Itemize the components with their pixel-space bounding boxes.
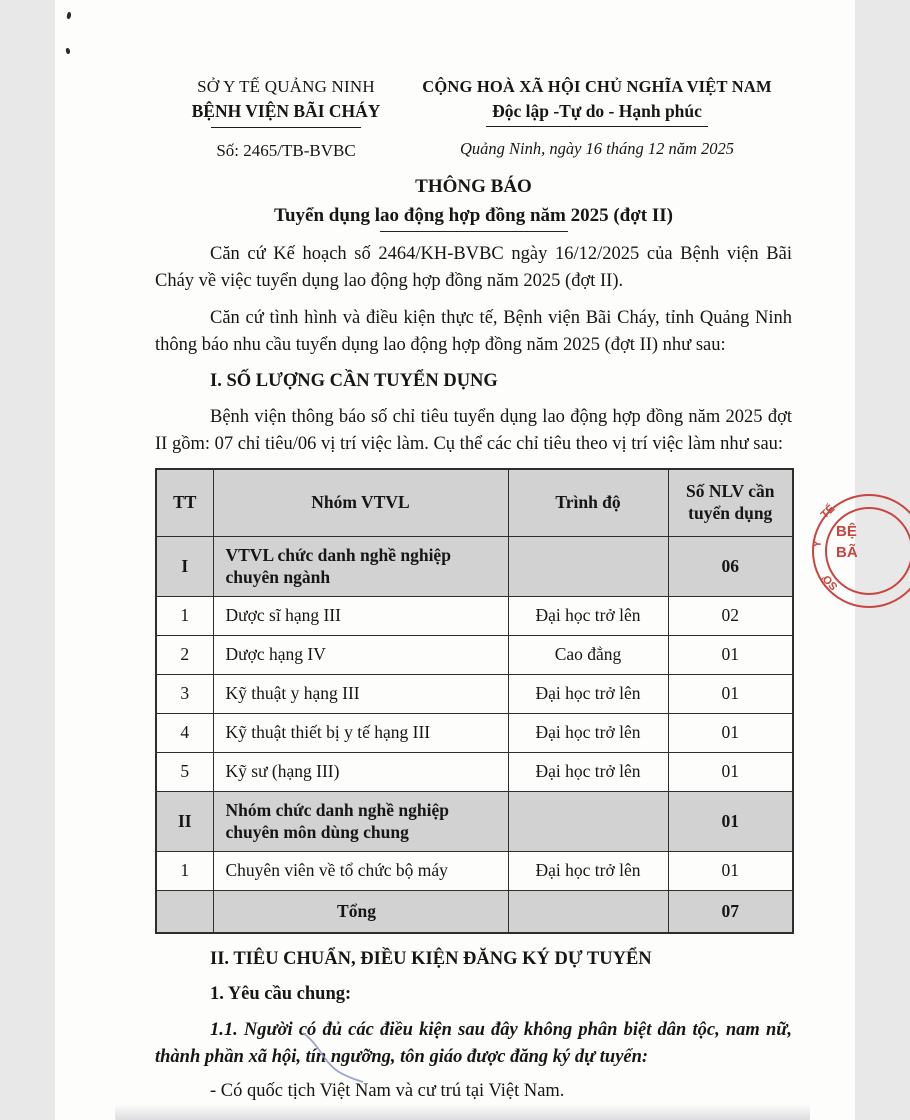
cell-count: 01 <box>668 636 793 675</box>
table-row-total <box>156 891 793 934</box>
cell-count: 01 <box>668 714 793 753</box>
cell-position-name: Kỹ sư (hạng III) <box>213 753 508 792</box>
cell-tt: 5 <box>156 753 213 792</box>
scan-shadow-artifact <box>115 1104 810 1120</box>
cell-tt: 4 <box>156 714 213 753</box>
table-row-group-II <box>156 792 793 852</box>
cell-position-name: Dược hạng IV <box>213 636 508 675</box>
paragraph-quota-summary: Bệnh viện thông báo số chỉ tiêu tuyển dụng lao động hợp đồng năm 2025 đợt II gồm: 07 chỉ tiêu/06 vị trí việc làm. Cụ thể các chỉ tiêu theo vị trí việc làm như sau: <box>155 406 792 455</box>
cell-count: 06 <box>668 537 793 597</box>
cell-level: Đại học trở lên <box>508 675 668 714</box>
table-header-row <box>156 469 793 537</box>
official-red-stamp <box>812 494 910 610</box>
column-header-level: Trình độ <box>508 469 668 537</box>
cell-count: 01 <box>668 753 793 792</box>
cell-position-name: Kỹ thuật y hạng III <box>213 675 508 714</box>
subsection-1-heading: 1. Yêu cầu chung: <box>210 984 352 1005</box>
cell-level: Cao đẳng <box>508 636 668 675</box>
subtitle-underline <box>380 231 568 232</box>
section-1-heading: I. SỐ LƯỢNG CẦN TUYỂN DỤNG <box>210 371 498 392</box>
document-number: Số: 2465/TB-BVBC <box>216 140 356 160</box>
stamp-inner-ring <box>825 507 910 595</box>
section-2-heading: II. TIÊU CHUẨN, ĐIỀU KIỆN ĐĂNG KÝ DỰ TUYỂN <box>210 949 652 970</box>
document-title: THÔNG BÁO <box>415 176 532 197</box>
cell-total-count: 07 <box>668 891 793 934</box>
cell-position-name: Kỹ thuật thiết bị y tế hạng III <box>213 714 508 753</box>
table-row <box>156 597 793 636</box>
cell-level: Đại học trở lên <box>508 597 668 636</box>
stamp-center-text-line1: BỆ <box>836 523 857 540</box>
national-header: CỘNG HOÀ XÃ HỘI CHỦ NGHĨA VIỆT NAM <box>422 77 772 96</box>
cell-tt: II <box>156 792 213 852</box>
column-header-count: Số NLV cần tuyển dụng <box>668 469 793 537</box>
cell-tt: I <box>156 537 213 597</box>
stamp-ring-text-left: Y <box>811 539 824 549</box>
cell-tt: 2 <box>156 636 213 675</box>
cell-tt <box>156 891 213 934</box>
letterhead-issuer-block <box>171 76 401 162</box>
table-row <box>156 714 793 753</box>
table-row <box>156 675 793 714</box>
document-body <box>155 174 792 1106</box>
cell-level: Đại học trở lên <box>508 714 668 753</box>
document-subtitle: Tuyển dụng lao động hợp đồng năm 2025 (đợt II) <box>274 204 673 226</box>
paragraph-citizenship-requirement: - Có quốc tịch Việt Nam và cư trú tại Việt Nam. <box>210 1081 565 1102</box>
place-date-line: Quảng Ninh, ngày 16 tháng 12 năm 2025 <box>459 139 735 159</box>
pen-mark-artifact <box>299 1030 369 1088</box>
stamp-center-text-line2: BÃ <box>836 544 858 561</box>
cell-position-name: Dược sĩ hạng III <box>213 597 508 636</box>
cell-tt: 1 <box>156 852 213 891</box>
stamp-ring-text-bottom: SỞ <box>820 571 841 593</box>
table-row <box>156 753 793 792</box>
cell-total-label: Tổng <box>213 891 508 934</box>
paragraph-legal-basis-1: Căn cứ Kế hoạch số 2464/KH-BVBC ngày 16/12/2025 của Bệnh viện Bãi Cháy về việc tuyển dụng lao động hợp đồng năm 2025 (đợt II). <box>155 244 792 292</box>
cell-tt: 1 <box>156 597 213 636</box>
column-header-group: Nhóm VTVL <box>213 469 508 537</box>
recruitment-quota-table <box>155 468 794 934</box>
cell-level <box>508 537 668 597</box>
cell-count: 01 <box>668 852 793 891</box>
paragraph-legal-basis-2: Căn cứ tình hình và điều kiện thực tế, Bệnh viện Bãi Cháy, tỉnh Quảng Ninh thông báo nhu cầu tuyển dụng lao động hợp đồng năm 2025 (đợt II) như sau: <box>155 307 792 355</box>
hospital-name: BỆNH VIỆN BÃI CHÁY <box>191 101 381 122</box>
cell-count: 02 <box>668 597 793 636</box>
scan-speck-artifact <box>66 48 71 54</box>
national-motto: Độc lập -Tự do - Hạnh phúc <box>486 99 708 127</box>
table-row-group-I <box>156 537 793 597</box>
column-header-tt: TT <box>156 469 213 537</box>
letterhead-national-block <box>407 76 787 160</box>
cell-tt: 3 <box>156 675 213 714</box>
cell-count: 01 <box>668 792 793 852</box>
cell-level <box>508 792 668 852</box>
cell-group-name: VTVL chức danh nghề nghiệp chuyên ngành <box>213 537 508 597</box>
table-row <box>156 636 793 675</box>
paragraph-eligibility-intro: 1.1. Người có đủ các điều kiện sau đây không phân biệt dân tộc, nam nữ, thành phần xã hội, tín ngưỡng, tôn giáo được đăng ký dự tuyển: <box>155 1020 792 1068</box>
stamp-outer-ring <box>812 494 910 608</box>
hospital-name-underline <box>211 127 361 128</box>
cell-group-name: Nhóm chức danh nghề nghiệp chuyên môn dùng chung <box>213 792 508 852</box>
stamp-ring-text-top: TẾ <box>818 502 838 522</box>
cell-position-name: Chuyên viên về tổ chức bộ máy <box>213 852 508 891</box>
scanned-document-page <box>55 0 858 1120</box>
table-row <box>156 852 793 891</box>
cell-level <box>508 891 668 934</box>
scan-speck-artifact <box>66 12 72 20</box>
cell-level: Đại học trở lên <box>508 753 668 792</box>
cell-count: 01 <box>668 675 793 714</box>
cell-level: Đại học trở lên <box>508 852 668 891</box>
parent-org-name: SỞ Y TẾ QUẢNG NINH <box>197 77 375 96</box>
